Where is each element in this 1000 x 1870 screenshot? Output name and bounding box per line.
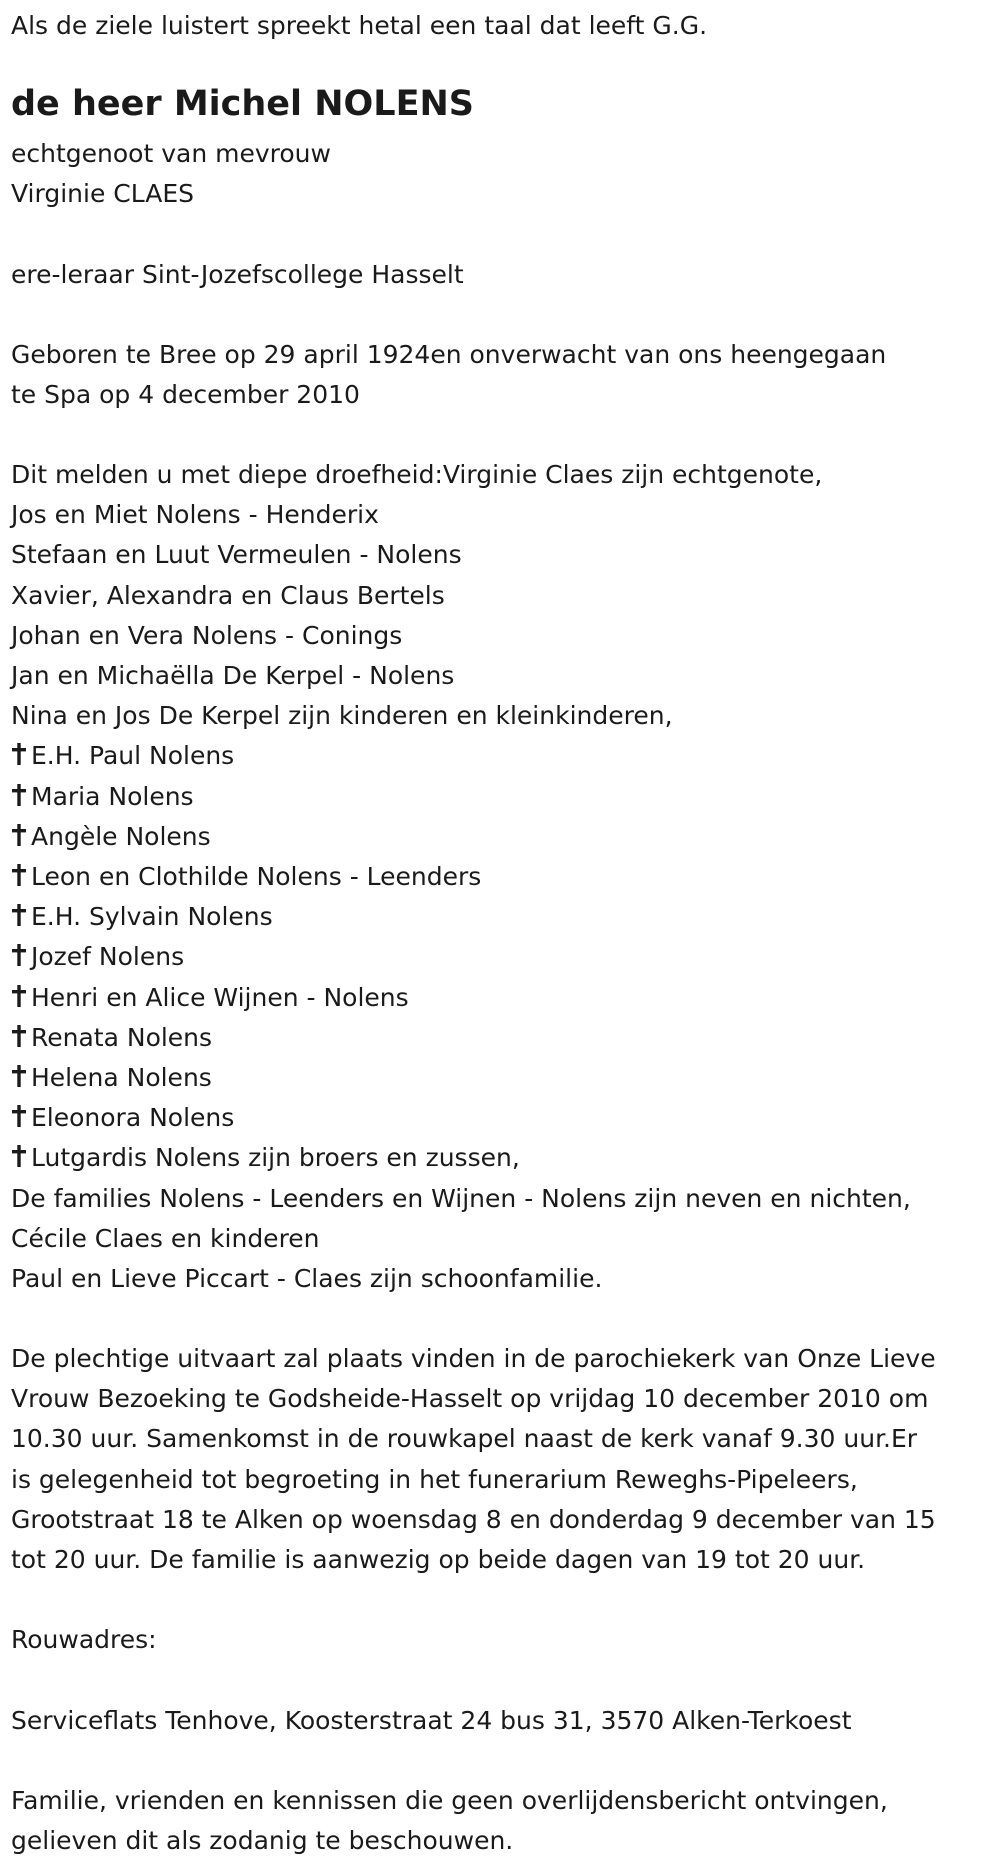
latin-cross-icon: [11, 1098, 27, 1138]
address-label: Rouwadres:: [11, 1625, 157, 1654]
sibling-line: [11, 817, 911, 857]
family-line: Jos en Miet Nolens - Henderix: [11, 500, 379, 530]
extended-family-line: Paul en Lieve Piccart - Claes zijn schoonfamilie.: [11, 1264, 603, 1294]
latin-cross-icon: [11, 897, 27, 937]
announcement-block: [11, 455, 911, 1299]
sibling-name: Lutgardis Nolens zijn broers en zussen,: [31, 1143, 520, 1173]
sibling-name: Helena Nolens: [31, 1063, 212, 1093]
sibling-name: E.H. Paul Nolens: [31, 741, 235, 771]
sibling-line: [11, 897, 911, 937]
spouse-block: [11, 134, 331, 214]
funeral-line: Vrouw Bezoeking te Godsheide-Hasselt op vrijdag 10 december 2010 om: [11, 1384, 929, 1414]
sibling-line: [11, 1058, 911, 1098]
family-line: Jan en Michaëlla De Kerpel - Nolens: [11, 661, 455, 691]
sibling-line: [11, 857, 911, 897]
sibling-name: Henri en Alice Wijnen - Nolens: [31, 982, 409, 1012]
birth-death-line: te Spa op 4 december 2010: [11, 380, 360, 410]
motto: Als de ziele luistert spreekt hetal een taal dat leeft G.G.: [11, 11, 708, 40]
birth-death-block: [11, 335, 886, 415]
funeral-line: Grootstraat 18 te Alken op woensdag 8 en donderdag 9 december van 15: [11, 1504, 936, 1534]
latin-cross-icon: [11, 777, 27, 817]
family-line: Johan en Vera Nolens - Conings: [11, 620, 403, 650]
sibling-line: [11, 777, 911, 817]
address-label-block: [11, 1620, 157, 1660]
sibling-name: Leon en Clothilde Nolens - Leenders: [31, 862, 482, 892]
spouse-name: Virginie CLAES: [11, 179, 194, 209]
family-line: Stefaan en Luut Vermeulen - Nolens: [11, 540, 462, 570]
extended-family-line: De families Nolens - Leenders en Wijnen - Nolens zijn neven en nichten,: [11, 1183, 911, 1213]
funeral-line: De plechtige uitvaart zal plaats vinden in de parochiekerk van Onze Lieve: [11, 1344, 936, 1373]
latin-cross-icon: [11, 857, 27, 897]
funeral-line: tot 20 uur. De familie is aanwezig op beide dagen van 19 tot 20 uur.: [11, 1545, 866, 1575]
deceased-name: de heer Michel NOLENS: [11, 84, 474, 124]
profession-block: [11, 255, 464, 295]
sibling-line: [11, 1018, 911, 1058]
sibling-name: Angèle Nolens: [31, 821, 211, 851]
latin-cross-icon: [11, 1018, 27, 1058]
sibling-line: [11, 937, 911, 977]
latin-cross-icon: [11, 937, 27, 977]
sibling-name: Jozef Nolens: [31, 942, 185, 972]
sibling-name: Renata Nolens: [31, 1022, 213, 1052]
sibling-line: [11, 978, 911, 1018]
sibling-line: [11, 1138, 911, 1178]
sibling-name: Maria Nolens: [31, 781, 194, 811]
family-line: Dit melden u met diepe droefheid:Virginie Claes zijn echtgenote,: [11, 460, 823, 489]
latin-cross-icon: [11, 1058, 27, 1098]
birth-death-line: Geboren te Bree op 29 april 1924en onverwacht van ons heengegaan: [11, 340, 887, 369]
latin-cross-icon: [11, 817, 27, 857]
funeral-line: is gelegenheid tot begroeting in het funerarium Reweghs-Pipeleers,: [11, 1464, 858, 1494]
family-line: Nina en Jos De Kerpel zijn kinderen en kleinkinderen,: [11, 701, 673, 731]
closing-block: [11, 1781, 888, 1861]
sibling-name: Eleonora Nolens: [31, 1103, 235, 1133]
extended-family-line: Cécile Claes en kinderen: [11, 1223, 320, 1253]
family-line: Xavier, Alexandra en Claus Bertels: [11, 580, 445, 610]
address-block: [11, 1701, 852, 1741]
spouse-line: echtgenoot van mevrouw: [11, 139, 331, 168]
address-value: Serviceflats Tenhove, Koosterstraat 24 bus 31, 3570 Alken-Terkoest: [11, 1706, 852, 1735]
funeral-block: [11, 1339, 936, 1580]
latin-cross-icon: [11, 736, 27, 776]
profession: ere-leraar Sint-Jozefscollege Hasselt: [11, 260, 464, 289]
sibling-name: E.H. Sylvain Nolens: [31, 902, 273, 932]
latin-cross-icon: [11, 1138, 27, 1178]
closing-line: gelieven dit als zodanig te beschouwen.: [11, 1826, 514, 1856]
latin-cross-icon: [11, 978, 27, 1018]
sibling-line: [11, 1098, 911, 1138]
sibling-line: [11, 736, 911, 776]
funeral-line: 10.30 uur. Samenkomst in de rouwkapel naast de kerk vanaf 9.30 uur.Er: [11, 1424, 918, 1454]
closing-line: Familie, vrienden en kennissen die geen overlijdensbericht ontvingen,: [11, 1786, 888, 1815]
